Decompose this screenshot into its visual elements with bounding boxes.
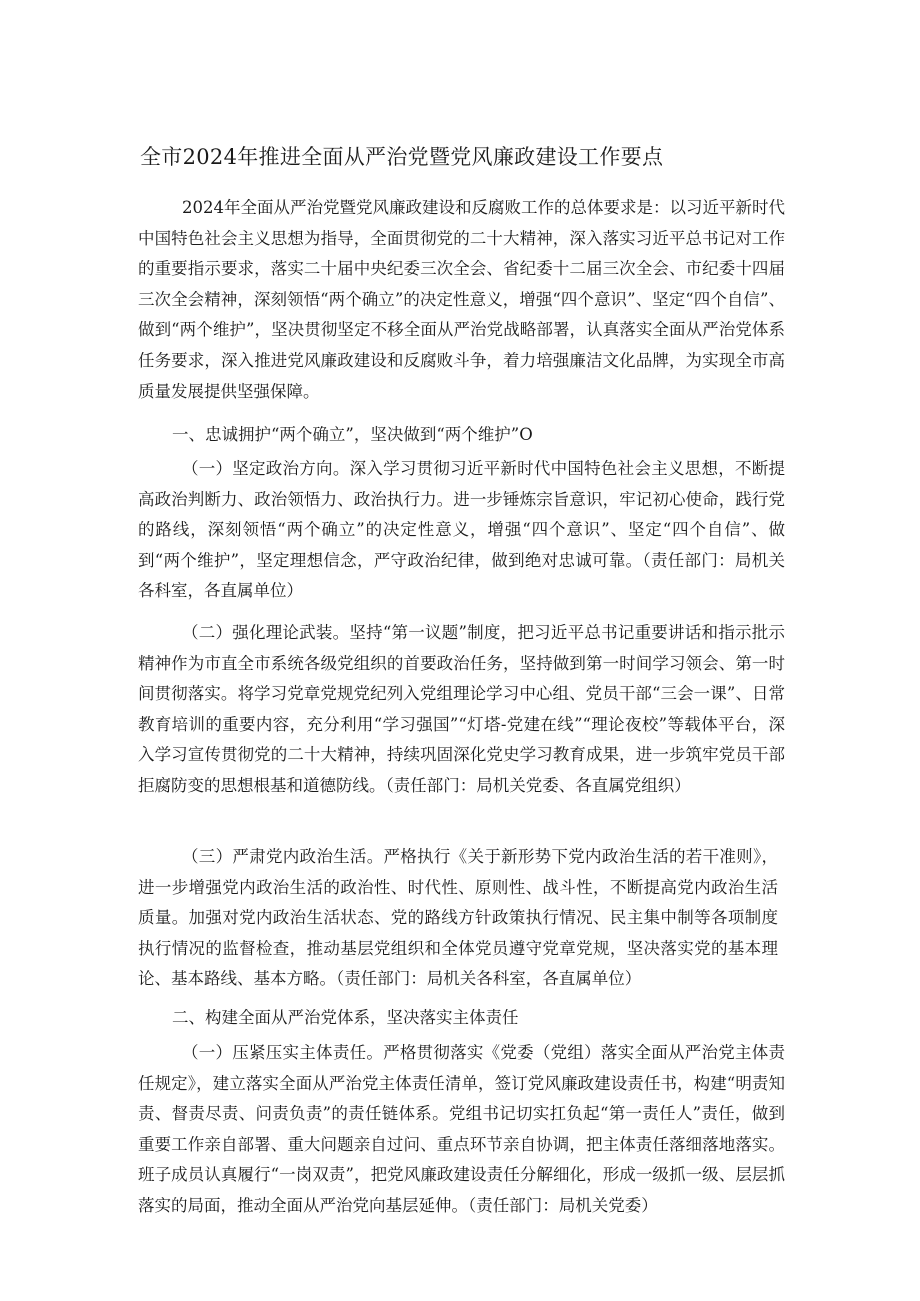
section-heading-2: 二、构建全面从严治党体系，坚决落实主体责任	[172, 1008, 519, 1027]
section-heading-1: 一、忠诚拥护“两个确立”，坚决做到“两个维护”O	[172, 425, 533, 444]
section-1-item-3: （三）严肃党内政治生活。严格执行《关于新形势下党内政治生活的若干准则》，进一步增强党内政治生活的政治性、时代性、原则性、战斗性，不断提高党内政治生活质量。加强对党内政治生活状态、党的路线方针政策执行情况、民主集中制等各项制度执行情况的监督检查，推动基层党组织和全体党员遵守党章党规，坚决落实党的基本理论、基本路线、基本方略。（责任部门：局机关各科室，各直属单位）	[138, 847, 778, 989]
intro-paragraph: 2024年全面从严治党暨党风廉政建设和反腐败工作的总体要求是：以习近平新时代中国特色社会主义思想为指导，全面贯彻党的二十大精神，深入落实习近平总书记对工作的重要指示要求，落实二十届中央纪委三次全会、省纪委十二届三次全会、市纪委十四届三次全会精神，深刻领悟“两个确立”的决定性意义，增强“四个意识”、坚定“四个自信”、做到“两个维护”，坚决贯彻坚定不移全面从严治党战略部署，认真落实全面从严治党体系任务要求，深入推进党风廉政建设和反腐败斗争，着力培强廉洁文化品牌，为实现全市高质量发展提供坚强保障。	[138, 198, 785, 401]
section-1-item-2: （二）强化理论武装。坚持“第一议题”制度，把习近平总书记重要讲话和指示批示精神作为市直全市系统各级党组织的首要政治任务，坚持做到第一时间学习领会、第一时间贯彻落实。将学习党章党规党纪列入党组理论学习中心组、党员干部“三会一课”、日常教育培训的重要内容，充分利用“学习强国”“灯塔-党建在线”“理论夜校”等载体平台，深入学习宣传贯彻党的二十大精神，持续巩固深化党史学习教育成果，进一步筑牢党员干部拒腐防变的思想根基和道德防线。（责任部门：局机关党委、各直属党组织）	[138, 623, 785, 795]
section-1-item-1: （一）坚定政治方向。深入学习贯彻习近平新时代中国特色社会主义思想，不断提高政治判断力、政治领悟力、政治执行力。进一步锤炼宗旨意识，牢记初心使命，践行党的路线，深刻领悟“两个确立”的决定性意义，增强“四个意识”、坚定“四个自信”、做到“两个维护”，坚定理想信念，严守政治纪律，做到绝对忠诚可靠。（责任部门：局机关各科室，各直属单位）	[138, 459, 785, 601]
document-title: 全市2024年推进全面从严治党暨党风廉政建设工作要点	[140, 145, 664, 169]
section-2-item-1: （一）压紧压实主体责任。严格贯彻落实《党委（党组）落实全面从严治党主体责任规定》，建立落实全面从严治党主体责任清单，签订党风廉政建设责任书，构建“明责知责、督责尽责、问责负责”的责任链体系。党组书记切实扛负起“第一责任人”责任，做到重要工作亲自部署、重大问题亲自过问、重点环节亲自协调，把主体责任落细落地落实。班子成员认真履行“一岗双责”，把党风廉政建设责任分解细化，形成一级抓一级、层层抓落实的局面，推动全面从严治党向基层延伸。（责任部门：局机关党委）	[138, 1043, 785, 1215]
